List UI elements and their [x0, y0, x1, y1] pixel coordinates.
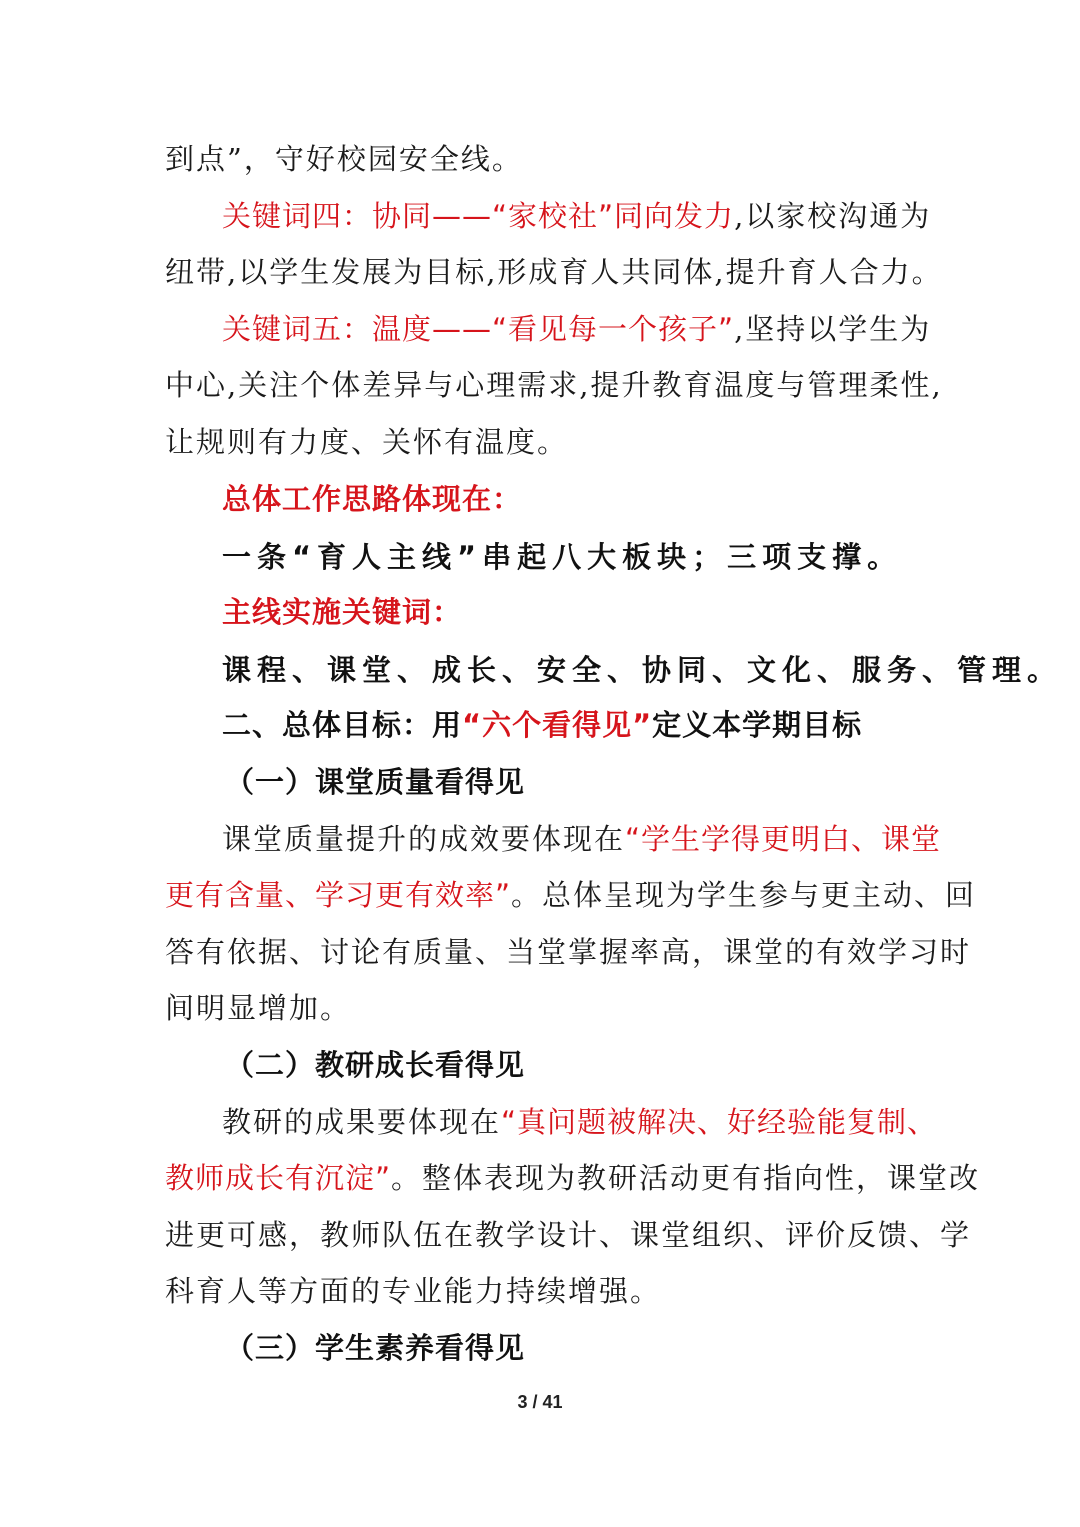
section-two-highlight: “真问题被解决、好经验能复制、: [501, 1105, 938, 1139]
section-two-title: （二）教研成长看得见: [225, 1048, 526, 1082]
section-two-line: [165, 1156, 981, 1200]
paragraph-line: 让规则有力度、关怀有温度。: [165, 425, 569, 459]
section-one-highlight: “学生学得更明白、课堂: [625, 822, 942, 856]
page-number: 3 / 41: [517, 1392, 563, 1412]
keyword-four-text: ,以家校沟通为: [734, 199, 932, 233]
keyword-four-line: [222, 194, 932, 238]
main-keywords-title: 主线实施关键词：: [222, 595, 463, 629]
section-one-line: [222, 817, 942, 861]
summary-title: 总体工作思路体现在：: [222, 482, 523, 516]
section-two-text: 教研的成果要体现在: [222, 1105, 502, 1139]
main-keywords-text: 课程、课堂、成长、安全、协同、文化、服务、管理。: [222, 653, 1063, 687]
goal-heading-prefix: 二、总体目标：用: [222, 708, 463, 742]
section-one-text: 。总体呈现为学生参与更主动、回: [511, 878, 977, 912]
section-two-line: 进更可感，教师队伍在教学设计、课堂组织、评价反馈、学: [165, 1218, 972, 1252]
paragraph-line: 中心,关注个体差异与心理需求,提升教育温度与管理柔性,: [165, 368, 943, 402]
keyword-five-line: [222, 307, 932, 351]
summary-text: 一条“育人主线”串起八大板块；三项支撑。: [222, 540, 903, 574]
section-two-text: 。整体表现为教研活动更有指向性，课堂改: [391, 1161, 981, 1195]
section-three-title: （三）学生素养看得见: [225, 1331, 526, 1365]
keyword-five-text: ,坚持以学生为: [734, 312, 932, 346]
keyword-five-label: 关键词五：温度——“看见每一个孩子”: [222, 312, 735, 346]
section-two-line: 科育人等方面的专业能力持续增强。: [165, 1274, 662, 1308]
section-one-line: 答有依据、讨论有质量、当堂掌握率高，课堂的有效学习时: [165, 935, 972, 969]
section-two-line: [222, 1100, 938, 1144]
section-one-line: 间明显增加。: [165, 991, 352, 1025]
section-one-highlight: 更有含量、学习更有效率”: [165, 878, 512, 912]
goal-heading-highlight: “六个看得见”: [462, 708, 653, 742]
goal-heading: [222, 703, 922, 747]
section-one-title: （一）课堂质量看得见: [225, 765, 526, 799]
goal-heading-suffix: 定义本学期目标: [652, 708, 863, 742]
section-one-line: [165, 873, 977, 917]
section-two-highlight: 教师成长有沉淀”: [165, 1161, 392, 1195]
section-one-text: 课堂质量提升的成效要体现在: [222, 822, 626, 856]
paragraph-line: 到点”，守好校园安全线。: [165, 142, 523, 176]
keyword-four-label: 关键词四：协同——“家校社”同向发力: [222, 199, 735, 233]
paragraph-line: 纽带,以学生发展为目标,形成育人共同体,提升育人合力。: [165, 255, 943, 289]
